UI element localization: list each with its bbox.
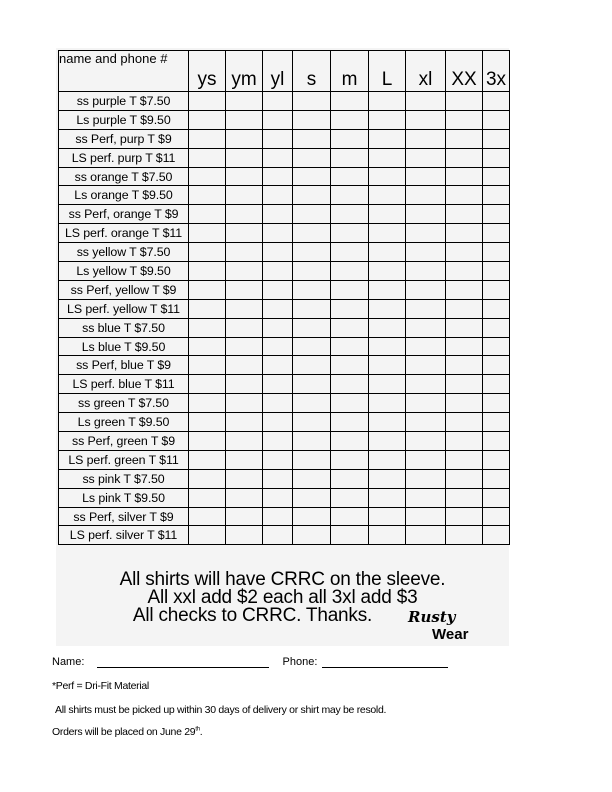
item-label: ss Perf, orange T $9 xyxy=(59,205,189,224)
quantity-cell[interactable] xyxy=(483,337,510,356)
quantity-cell[interactable] xyxy=(331,129,369,148)
quantity-cell[interactable] xyxy=(263,167,293,186)
quantity-cell[interactable] xyxy=(226,375,263,394)
quantity-cell[interactable] xyxy=(483,507,510,526)
quantity-cell[interactable] xyxy=(483,375,510,394)
quantity-cell[interactable] xyxy=(331,148,369,167)
quantity-cell[interactable] xyxy=(446,450,483,469)
quantity-cell[interactable] xyxy=(446,110,483,129)
quantity-cell[interactable] xyxy=(369,110,406,129)
item-label: ss Perf, green T $9 xyxy=(59,432,189,451)
quantity-cell[interactable] xyxy=(226,337,263,356)
size-header: s xyxy=(293,51,331,92)
quantity-cell[interactable] xyxy=(331,318,369,337)
size-header: 3x xyxy=(483,51,510,92)
table-row xyxy=(59,92,510,111)
quantity-cell[interactable] xyxy=(483,450,510,469)
quantity-cell[interactable] xyxy=(483,280,510,299)
quantity-cell[interactable] xyxy=(263,469,293,488)
quantity-cell[interactable] xyxy=(331,488,369,507)
quantity-cell[interactable] xyxy=(406,375,446,394)
quantity-cell[interactable] xyxy=(189,450,226,469)
quantity-cell[interactable] xyxy=(483,526,510,545)
quantity-cell[interactable] xyxy=(369,432,406,451)
quantity-cell[interactable] xyxy=(446,432,483,451)
order-table xyxy=(58,50,510,545)
quantity-cell[interactable] xyxy=(406,224,446,243)
quantity-cell[interactable] xyxy=(293,526,331,545)
quantity-cell[interactable] xyxy=(406,318,446,337)
quantity-cell[interactable] xyxy=(483,318,510,337)
quantity-cell[interactable] xyxy=(331,469,369,488)
note-sleeve: All shirts will have CRRC on the sleeve. xyxy=(119,569,446,590)
quantity-cell[interactable] xyxy=(446,413,483,432)
quantity-cell[interactable] xyxy=(483,488,510,507)
quantity-cell[interactable] xyxy=(226,110,263,129)
quantity-cell[interactable] xyxy=(369,224,406,243)
quantity-cell[interactable] xyxy=(189,337,226,356)
quantity-cell[interactable] xyxy=(331,507,369,526)
quantity-cell[interactable] xyxy=(189,92,226,111)
table-row xyxy=(59,337,510,356)
quantity-cell[interactable] xyxy=(369,526,406,545)
quantity-cell[interactable] xyxy=(369,129,406,148)
quantity-cell[interactable] xyxy=(189,262,226,281)
quantity-cell[interactable] xyxy=(331,186,369,205)
table-row xyxy=(59,375,510,394)
quantity-cell[interactable] xyxy=(293,92,331,111)
quantity-cell[interactable] xyxy=(446,92,483,111)
quantity-cell[interactable] xyxy=(406,507,446,526)
table-row xyxy=(59,110,510,129)
quantity-cell[interactable] xyxy=(331,92,369,111)
quantity-cell[interactable] xyxy=(293,469,331,488)
quantity-cell[interactable] xyxy=(406,148,446,167)
quantity-cell[interactable] xyxy=(483,186,510,205)
quantity-cell[interactable] xyxy=(446,205,483,224)
size-header: ym xyxy=(226,51,263,92)
quantity-cell[interactable] xyxy=(406,432,446,451)
orders-note xyxy=(52,726,202,738)
item-label: ss yellow T $7.50 xyxy=(59,243,189,262)
quantity-cell[interactable] xyxy=(189,507,226,526)
quantity-cell[interactable] xyxy=(331,243,369,262)
item-label: LS perf. purp T $11 xyxy=(59,148,189,167)
quantity-cell[interactable] xyxy=(406,129,446,148)
quantity-cell[interactable] xyxy=(263,375,293,394)
quantity-cell[interactable] xyxy=(226,526,263,545)
quantity-cell[interactable] xyxy=(189,110,226,129)
quantity-cell[interactable] xyxy=(263,110,293,129)
quantity-cell[interactable] xyxy=(483,356,510,375)
quantity-cell[interactable] xyxy=(446,280,483,299)
quantity-cell[interactable] xyxy=(331,299,369,318)
rusty-wear-logo xyxy=(408,608,498,644)
quantity-cell[interactable] xyxy=(226,243,263,262)
quantity-cell[interactable] xyxy=(293,299,331,318)
quantity-cell[interactable] xyxy=(263,526,293,545)
pickup-note: All shirts must be picked up within 30 days of delivery or shirt may be resold. xyxy=(55,704,387,716)
quantity-cell[interactable] xyxy=(446,375,483,394)
quantity-cell[interactable] xyxy=(263,262,293,281)
table-row xyxy=(59,167,510,186)
quantity-cell[interactable] xyxy=(331,413,369,432)
table-row xyxy=(59,148,510,167)
table-row xyxy=(59,129,510,148)
quantity-cell[interactable] xyxy=(293,262,331,281)
quantity-cell[interactable] xyxy=(406,488,446,507)
item-label: Ls yellow T $9.50 xyxy=(59,262,189,281)
item-label: LS perf. green T $11 xyxy=(59,450,189,469)
item-label: ss Perf, purp T $9 xyxy=(59,129,189,148)
quantity-cell[interactable] xyxy=(483,224,510,243)
quantity-cell[interactable] xyxy=(446,394,483,413)
quantity-cell[interactable] xyxy=(263,413,293,432)
quantity-cell[interactable] xyxy=(263,129,293,148)
quantity-cell[interactable] xyxy=(331,262,369,281)
quantity-cell[interactable] xyxy=(189,318,226,337)
quantity-cell[interactable] xyxy=(226,488,263,507)
table-row xyxy=(59,243,510,262)
table-row xyxy=(59,318,510,337)
item-label: ss Perf, silver T $9 xyxy=(59,507,189,526)
note-checks: All checks to CRRC. Thanks. xyxy=(132,605,373,626)
quantity-cell[interactable] xyxy=(293,450,331,469)
phone-field[interactable] xyxy=(322,655,448,668)
item-label: ss pink T $7.50 xyxy=(59,469,189,488)
quantity-cell[interactable] xyxy=(369,450,406,469)
quantity-cell[interactable] xyxy=(406,186,446,205)
table-row xyxy=(59,186,510,205)
quantity-cell[interactable] xyxy=(226,507,263,526)
quantity-cell[interactable] xyxy=(293,243,331,262)
quantity-cell[interactable] xyxy=(293,432,331,451)
quantity-cell[interactable] xyxy=(226,280,263,299)
quantity-cell[interactable] xyxy=(331,205,369,224)
quantity-cell[interactable] xyxy=(293,413,331,432)
quantity-cell[interactable] xyxy=(226,148,263,167)
quantity-cell[interactable] xyxy=(406,280,446,299)
quantity-cell[interactable] xyxy=(406,394,446,413)
quantity-cell[interactable] xyxy=(263,432,293,451)
quantity-cell[interactable] xyxy=(293,356,331,375)
quantity-cell[interactable] xyxy=(189,243,226,262)
quantity-cell[interactable] xyxy=(189,167,226,186)
quantity-cell[interactable] xyxy=(331,280,369,299)
quantity-cell[interactable] xyxy=(483,413,510,432)
quantity-cell[interactable] xyxy=(226,299,263,318)
quantity-cell[interactable] xyxy=(226,129,263,148)
quantity-cell[interactable] xyxy=(406,243,446,262)
table-row xyxy=(59,432,510,451)
quantity-cell[interactable] xyxy=(226,432,263,451)
table-row xyxy=(59,356,510,375)
quantity-cell[interactable] xyxy=(226,318,263,337)
table-header-row xyxy=(59,51,510,92)
quantity-cell[interactable] xyxy=(406,262,446,281)
quantity-cell[interactable] xyxy=(226,356,263,375)
phone-label: Phone: xyxy=(282,656,318,668)
table-row xyxy=(59,488,510,507)
quantity-cell[interactable] xyxy=(263,92,293,111)
quantity-cell[interactable] xyxy=(369,92,406,111)
quantity-cell[interactable] xyxy=(226,224,263,243)
quantity-cell[interactable] xyxy=(406,337,446,356)
quantity-cell[interactable] xyxy=(189,394,226,413)
quantity-cell[interactable] xyxy=(483,432,510,451)
quantity-cell[interactable] xyxy=(446,469,483,488)
quantity-cell[interactable] xyxy=(369,262,406,281)
quantity-cell[interactable] xyxy=(293,488,331,507)
quantity-cell[interactable] xyxy=(446,186,483,205)
quantity-cell[interactable] xyxy=(189,413,226,432)
quantity-cell[interactable] xyxy=(369,375,406,394)
quantity-cell[interactable] xyxy=(293,375,331,394)
item-label: Ls orange T $9.50 xyxy=(59,186,189,205)
quantity-cell[interactable] xyxy=(446,526,483,545)
table-row xyxy=(59,526,510,545)
quantity-cell[interactable] xyxy=(226,262,263,281)
quantity-cell[interactable] xyxy=(406,205,446,224)
item-label: Ls blue T $9.50 xyxy=(59,337,189,356)
quantity-cell[interactable] xyxy=(369,186,406,205)
contact-form xyxy=(52,655,448,668)
quantity-cell[interactable] xyxy=(406,526,446,545)
quantity-cell[interactable] xyxy=(446,299,483,318)
quantity-cell[interactable] xyxy=(446,356,483,375)
quantity-cell[interactable] xyxy=(446,318,483,337)
item-label: Ls pink T $9.50 xyxy=(59,488,189,507)
quantity-cell[interactable] xyxy=(263,507,293,526)
quantity-cell[interactable] xyxy=(483,129,510,148)
quantity-cell[interactable] xyxy=(406,299,446,318)
quantity-cell[interactable] xyxy=(189,299,226,318)
quantity-cell[interactable] xyxy=(446,224,483,243)
quantity-cell[interactable] xyxy=(331,337,369,356)
quantity-cell[interactable] xyxy=(293,507,331,526)
quantity-cell[interactable] xyxy=(331,167,369,186)
quantity-cell[interactable] xyxy=(331,224,369,243)
logo-rusty-text: Rusty xyxy=(408,608,456,626)
item-label: LS perf. silver T $11 xyxy=(59,526,189,545)
item-label: ss Perf, yellow T $9 xyxy=(59,280,189,299)
quantity-cell[interactable] xyxy=(189,375,226,394)
quantity-cell[interactable] xyxy=(483,262,510,281)
table-row xyxy=(59,224,510,243)
table-row xyxy=(59,205,510,224)
logo-wear-text: Wear xyxy=(432,626,469,643)
table-row xyxy=(59,394,510,413)
orders-date-text: Orders will be placed on June 29 xyxy=(52,726,196,738)
item-label: ss green T $7.50 xyxy=(59,394,189,413)
quantity-cell[interactable] xyxy=(293,280,331,299)
quantity-cell[interactable] xyxy=(293,167,331,186)
quantity-cell[interactable] xyxy=(293,129,331,148)
quantity-cell[interactable] xyxy=(189,469,226,488)
quantity-cell[interactable] xyxy=(369,167,406,186)
quantity-cell[interactable] xyxy=(263,318,293,337)
table-row xyxy=(59,280,510,299)
quantity-cell[interactable] xyxy=(483,92,510,111)
quantity-cell[interactable] xyxy=(406,413,446,432)
quantity-cell[interactable] xyxy=(406,110,446,129)
quantity-cell[interactable] xyxy=(263,148,293,167)
quantity-cell[interactable] xyxy=(189,432,226,451)
quantity-cell[interactable] xyxy=(483,148,510,167)
item-label: LS perf. blue T $11 xyxy=(59,375,189,394)
quantity-cell[interactable] xyxy=(189,488,226,507)
table-row xyxy=(59,507,510,526)
table-row xyxy=(59,413,510,432)
quantity-cell[interactable] xyxy=(331,110,369,129)
quantity-cell[interactable] xyxy=(293,148,331,167)
quantity-cell[interactable] xyxy=(369,488,406,507)
quantity-cell[interactable] xyxy=(189,224,226,243)
quantity-cell[interactable] xyxy=(189,356,226,375)
quantity-cell[interactable] xyxy=(263,205,293,224)
quantity-cell[interactable] xyxy=(189,186,226,205)
quantity-cell[interactable] xyxy=(331,432,369,451)
quantity-cell[interactable] xyxy=(263,394,293,413)
quantity-cell[interactable] xyxy=(483,110,510,129)
quantity-cell[interactable] xyxy=(189,526,226,545)
quantity-cell[interactable] xyxy=(293,205,331,224)
item-label: ss blue T $7.50 xyxy=(59,318,189,337)
quantity-cell[interactable] xyxy=(406,92,446,111)
orders-period: . xyxy=(199,726,203,738)
quantity-cell[interactable] xyxy=(446,488,483,507)
table-row xyxy=(59,262,510,281)
table-row xyxy=(59,450,510,469)
size-header: XX xyxy=(446,51,483,92)
quantity-cell[interactable] xyxy=(293,110,331,129)
quantity-cell[interactable] xyxy=(263,450,293,469)
quantity-cell[interactable] xyxy=(226,205,263,224)
quantity-cell[interactable] xyxy=(331,526,369,545)
quantity-cell[interactable] xyxy=(263,243,293,262)
name-label: Name: xyxy=(52,656,85,668)
quantity-cell[interactable] xyxy=(331,450,369,469)
quantity-cell[interactable] xyxy=(369,507,406,526)
orders-date-suffix: th xyxy=(195,726,200,733)
quantity-cell[interactable] xyxy=(226,167,263,186)
size-header: ys xyxy=(189,51,226,92)
quantity-cell[interactable] xyxy=(483,243,510,262)
name-field[interactable] xyxy=(97,655,269,668)
quantity-cell[interactable] xyxy=(483,394,510,413)
quantity-cell[interactable] xyxy=(293,186,331,205)
quantity-cell[interactable] xyxy=(263,356,293,375)
quantity-cell[interactable] xyxy=(369,148,406,167)
perf-note: *Perf = Dri-Fit Material xyxy=(52,680,149,692)
quantity-cell[interactable] xyxy=(263,224,293,243)
table-row xyxy=(59,469,510,488)
size-header: yl xyxy=(263,51,293,92)
size-header: m xyxy=(331,51,369,92)
quantity-cell[interactable] xyxy=(406,469,446,488)
quantity-cell[interactable] xyxy=(293,318,331,337)
quantity-cell[interactable] xyxy=(446,167,483,186)
quantity-cell[interactable] xyxy=(446,243,483,262)
quantity-cell[interactable] xyxy=(369,280,406,299)
quantity-cell[interactable] xyxy=(293,224,331,243)
quantity-cell[interactable] xyxy=(483,299,510,318)
quantity-cell[interactable] xyxy=(226,186,263,205)
quantity-cell[interactable] xyxy=(226,450,263,469)
note-upcharge: All xxl add $2 each all 3xl add $3 xyxy=(147,587,418,608)
quantity-cell[interactable] xyxy=(483,469,510,488)
item-label: LS perf. yellow T $11 xyxy=(59,299,189,318)
quantity-cell[interactable] xyxy=(263,186,293,205)
quantity-cell[interactable] xyxy=(226,413,263,432)
item-label: Ls purple T $9.50 xyxy=(59,110,189,129)
quantity-cell[interactable] xyxy=(263,488,293,507)
quantity-cell[interactable] xyxy=(331,394,369,413)
item-label: Ls green T $9.50 xyxy=(59,413,189,432)
quantity-cell[interactable] xyxy=(369,413,406,432)
quantity-cell[interactable] xyxy=(369,299,406,318)
size-header: xl xyxy=(406,51,446,92)
quantity-cell[interactable] xyxy=(369,394,406,413)
quantity-cell[interactable] xyxy=(446,262,483,281)
quantity-cell[interactable] xyxy=(226,394,263,413)
quantity-cell[interactable] xyxy=(369,356,406,375)
size-header: L xyxy=(369,51,406,92)
name-phone-header: name and phone # xyxy=(59,51,189,92)
quantity-cell[interactable] xyxy=(189,205,226,224)
item-label: LS perf. orange T $11 xyxy=(59,224,189,243)
quantity-cell[interactable] xyxy=(226,92,263,111)
quantity-cell[interactable] xyxy=(226,469,263,488)
quantity-cell[interactable] xyxy=(189,280,226,299)
quantity-cell[interactable] xyxy=(293,394,331,413)
quantity-cell[interactable] xyxy=(446,148,483,167)
quantity-cell[interactable] xyxy=(369,318,406,337)
quantity-cell[interactable] xyxy=(189,129,226,148)
table-row xyxy=(59,299,510,318)
quantity-cell[interactable] xyxy=(369,469,406,488)
table-body xyxy=(59,92,510,545)
quantity-cell[interactable] xyxy=(189,148,226,167)
item-label: ss purple T $7.50 xyxy=(59,92,189,111)
quantity-cell[interactable] xyxy=(293,337,331,356)
quantity-cell[interactable] xyxy=(406,167,446,186)
item-label: ss Perf, blue T $9 xyxy=(59,356,189,375)
quantity-cell[interactable] xyxy=(446,129,483,148)
quantity-cell[interactable] xyxy=(446,337,483,356)
quantity-cell[interactable] xyxy=(263,299,293,318)
quantity-cell[interactable] xyxy=(483,205,510,224)
item-label: ss orange T $7.50 xyxy=(59,167,189,186)
quantity-cell[interactable] xyxy=(263,337,293,356)
quantity-cell[interactable] xyxy=(369,337,406,356)
quantity-cell[interactable] xyxy=(406,450,446,469)
quantity-cell[interactable] xyxy=(483,167,510,186)
quantity-cell[interactable] xyxy=(406,356,446,375)
quantity-cell[interactable] xyxy=(369,243,406,262)
quantity-cell[interactable] xyxy=(446,507,483,526)
quantity-cell[interactable] xyxy=(263,280,293,299)
quantity-cell[interactable] xyxy=(331,375,369,394)
quantity-cell[interactable] xyxy=(331,356,369,375)
quantity-cell[interactable] xyxy=(369,205,406,224)
